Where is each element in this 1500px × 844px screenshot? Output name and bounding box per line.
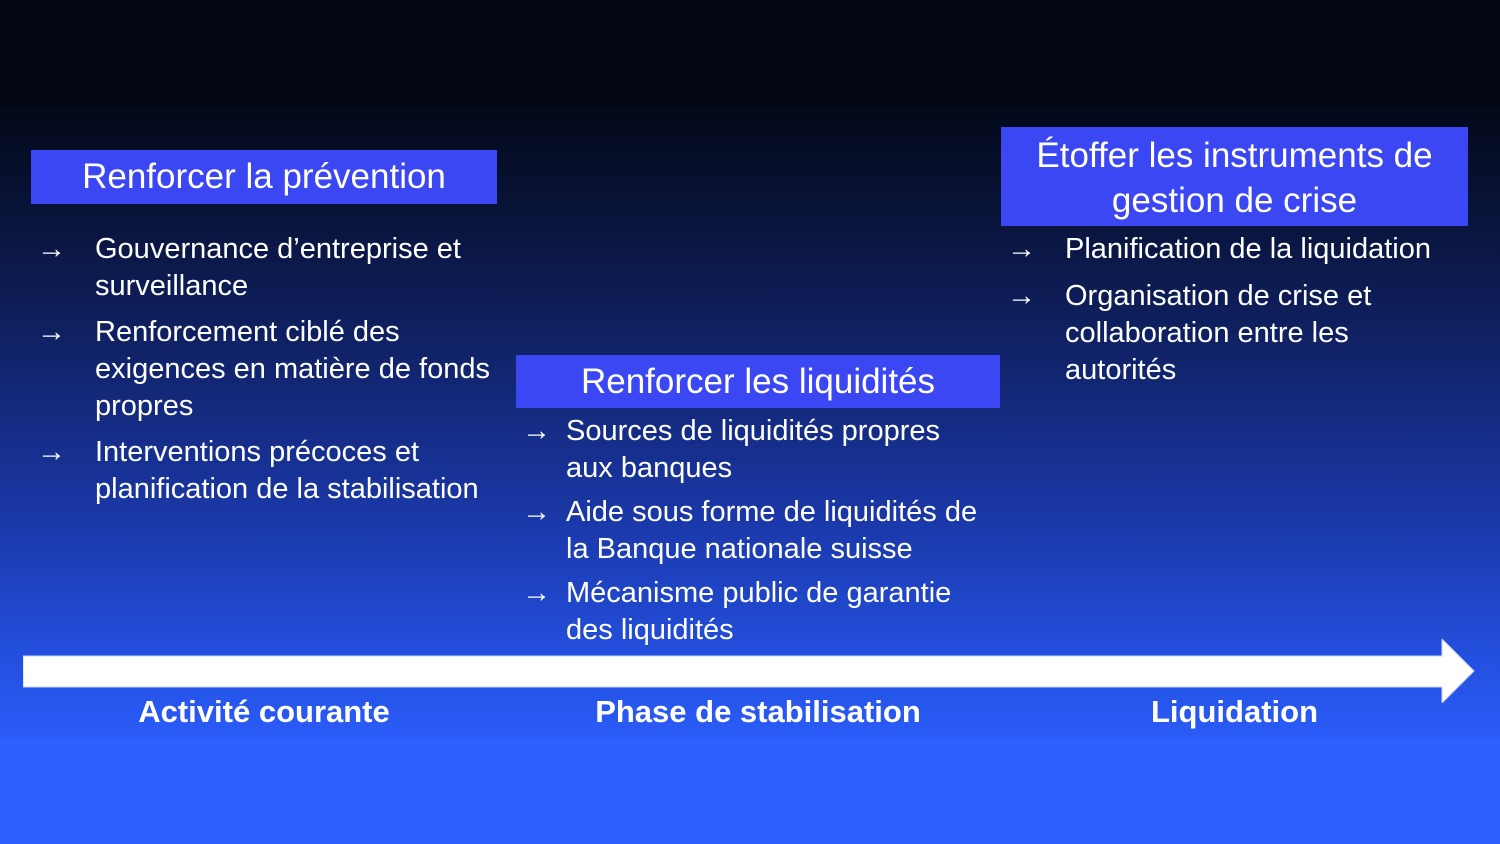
list-gestion-crise [1007,231,1467,399]
phase-label-activite-courante: Activité courante [138,694,390,729]
list-item [1007,278,1467,389]
list-prevention [37,231,497,517]
bottom-blue-band [0,738,1500,844]
list-item-text: Interventions précoces et planification de la stabilisation [95,436,479,505]
list-item [37,314,497,425]
right-arrow-icon: → [37,233,66,265]
list-item-text: Organisation de crise et collaboration entre les autorités [1065,280,1372,386]
list-item-text: Aide sous forme de liquidités de la Banque nationale suisse [566,496,978,565]
right-arrow-icon: → [37,436,66,468]
right-arrow-icon: → [522,496,551,528]
right-arrow-icon: → [1007,233,1036,265]
header-renforcer-prevention: Renforcer la prévention [31,150,497,204]
list-item-text: Sources de liquidités propres aux banques [566,415,940,484]
list-item [522,494,992,568]
header-etoffer-instruments: Étoffer les instruments de gestion de crise [1001,127,1468,226]
list-item [37,434,497,508]
right-arrow-icon: → [522,415,551,447]
list-liquidites [522,413,992,656]
header-renforcer-liquidites: Renforcer les liquidités [516,355,1000,408]
list-item-text: Mécanisme public de garantie des liquidités [566,577,952,646]
phase-label-stabilisation: Phase de stabilisation [595,694,921,729]
phase-label-liquidation: Liquidation [1150,694,1319,729]
list-item-text: Renforcement ciblé des exigences en matière de fonds propres [95,316,490,422]
list-item-text: Planification de la liquidation [1065,233,1431,265]
list-item [522,413,992,487]
list-item-text: Gouvernance d’entreprise et surveillance [95,233,461,302]
list-item [37,231,497,305]
right-arrow-icon: → [1007,280,1036,312]
right-arrow-icon: → [522,577,551,609]
top-dark-band [0,0,1500,105]
list-item [1007,231,1467,268]
right-arrow-icon: → [37,316,66,348]
list-item [522,575,992,649]
